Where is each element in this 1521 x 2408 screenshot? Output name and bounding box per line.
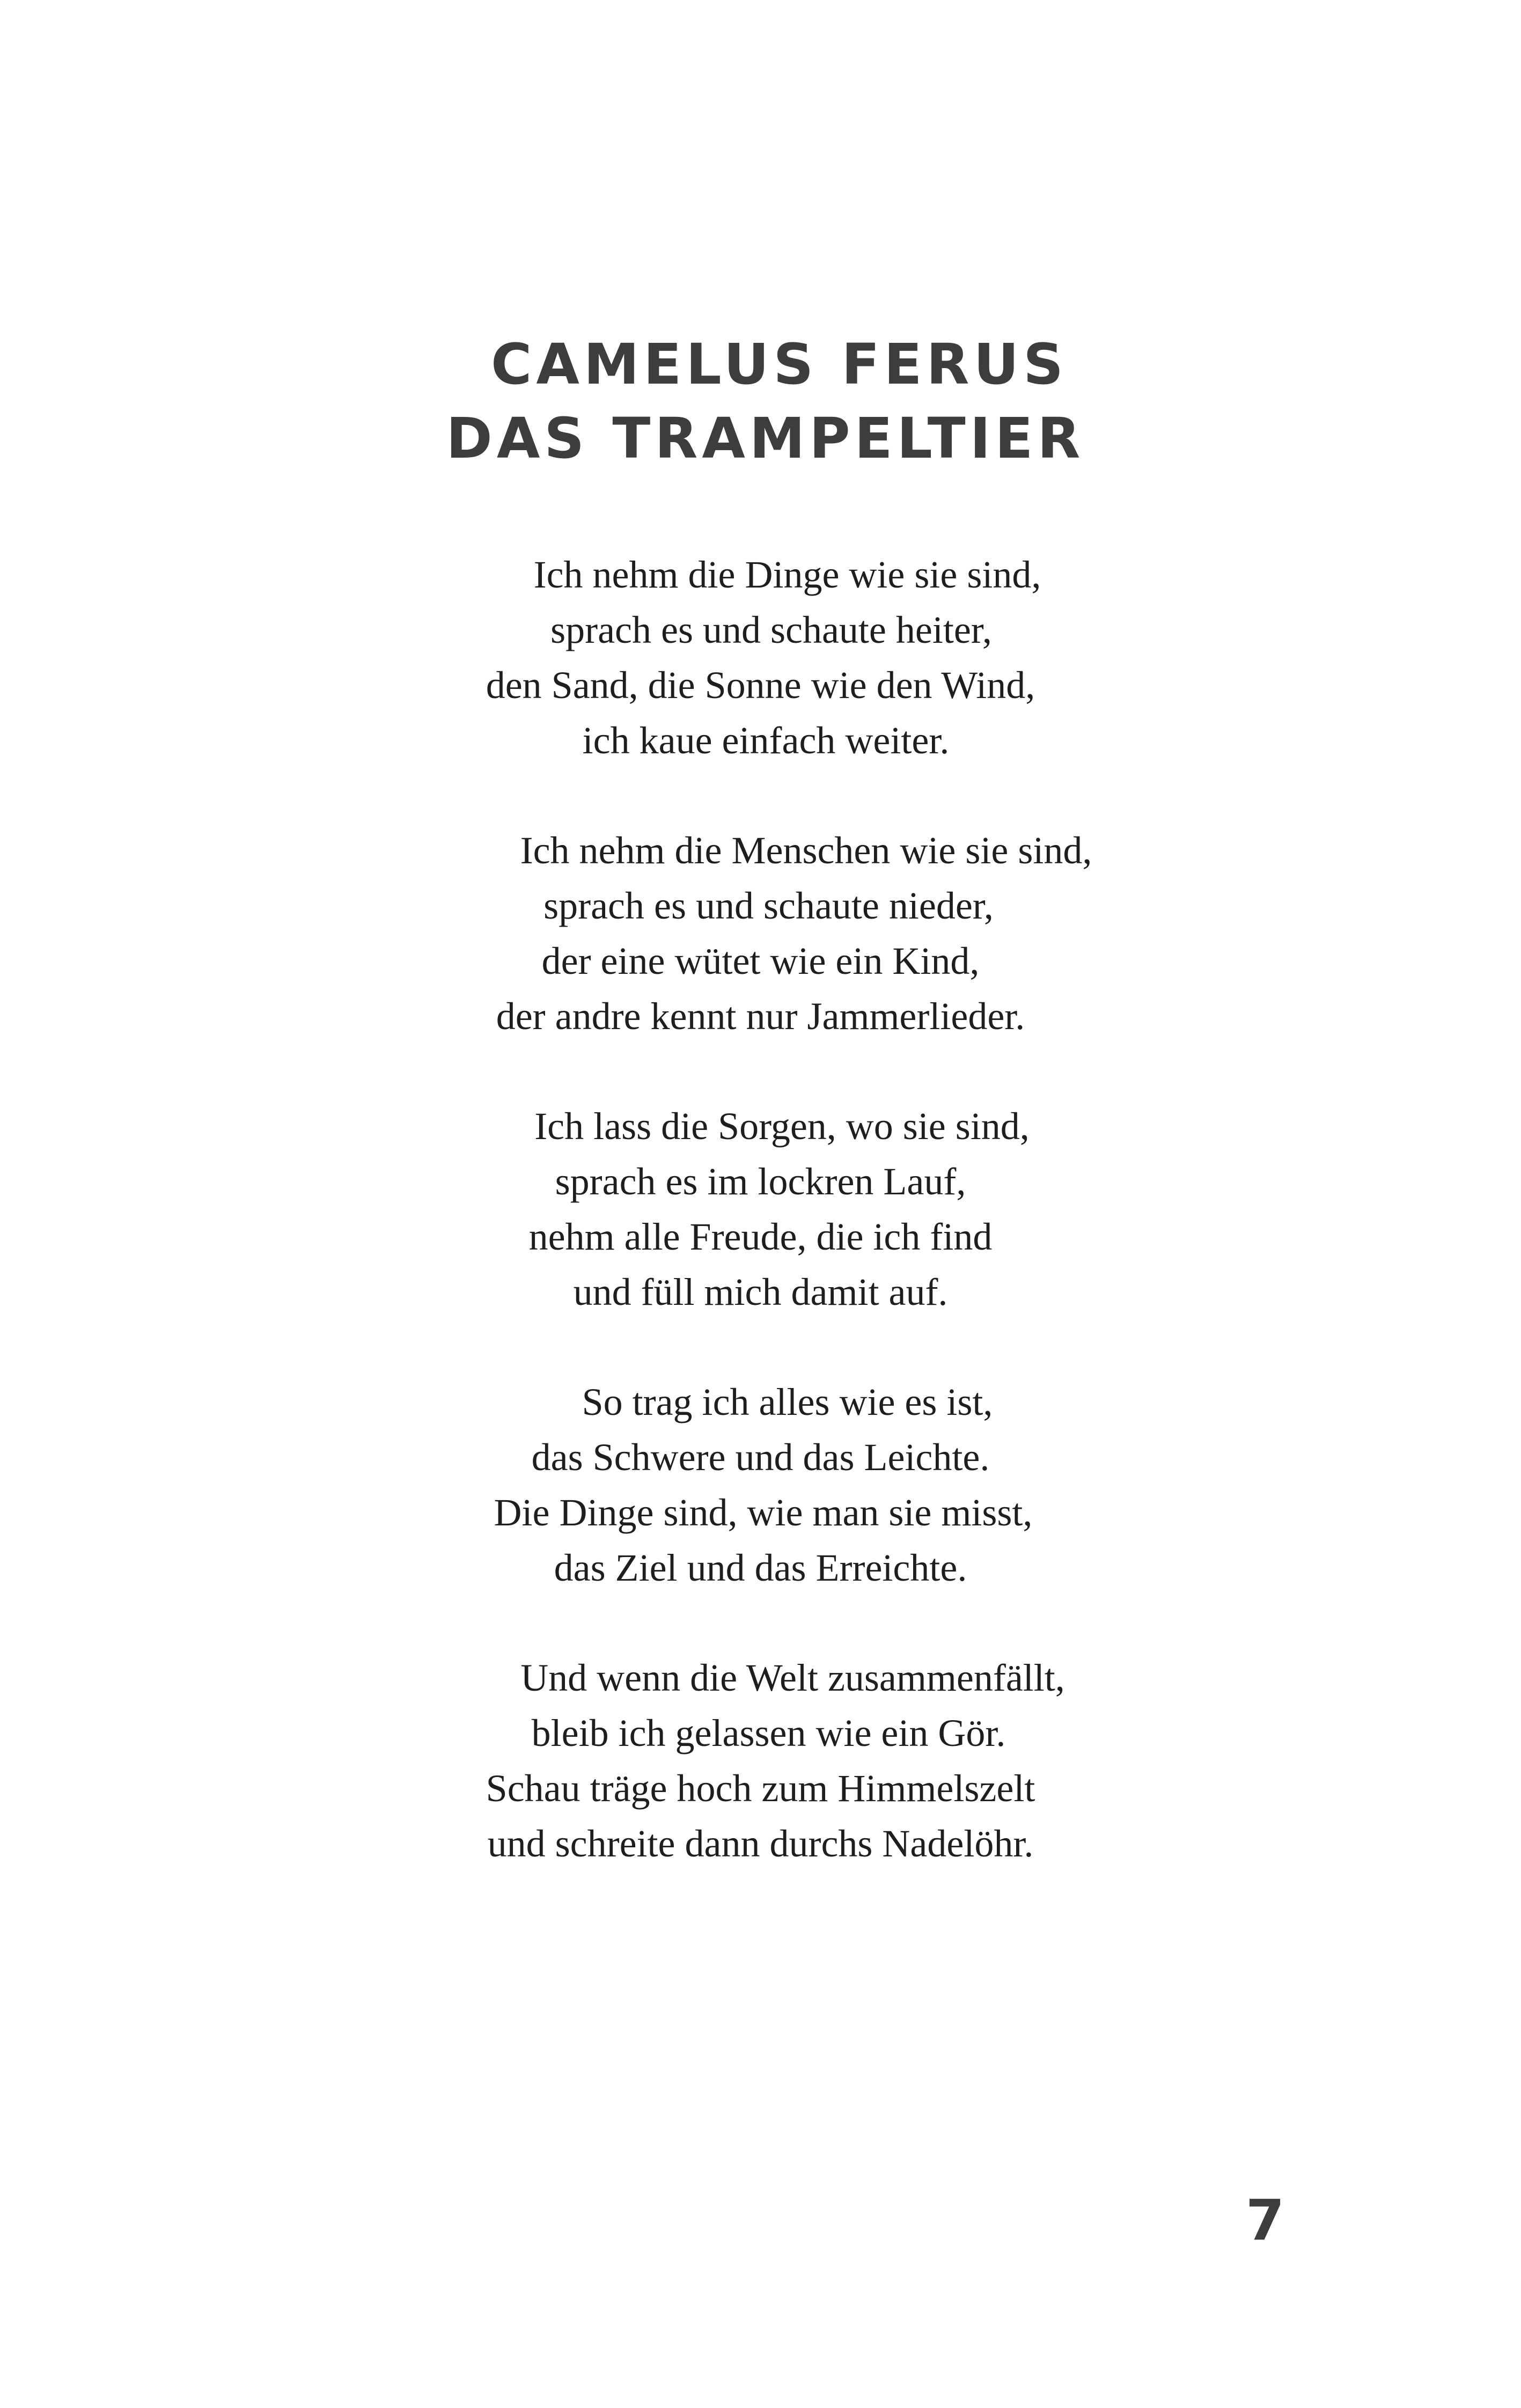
verse-line: der andre kennt nur Jammerlieder.	[496, 995, 1025, 1038]
stanza-3	[0, 1099, 1521, 1320]
verse-line: Und wenn die Welt zusammenfällt,	[520, 1656, 1065, 1699]
page-number: 7	[1246, 2187, 1285, 2253]
stanza-1	[0, 547, 1521, 768]
verse-line: Ich nehm die Dinge wie sie sind,	[533, 553, 1041, 596]
verse-line: nehm alle Freude, die ich find	[528, 1215, 993, 1258]
verse-line: Schau träge hoch zum Himmelszelt	[486, 1767, 1035, 1810]
verse-line: Ich lass die Sorgen, wo sie sind,	[534, 1105, 1030, 1148]
poem-body	[0, 547, 1521, 1926]
stanza-2	[0, 823, 1521, 1044]
verse-line: der eine wütet wie ein Kind,	[541, 939, 980, 982]
verse-line: So trag ich alles wie es ist,	[582, 1381, 993, 1423]
poem-title	[0, 327, 1521, 475]
verse-line: und schreite dann durchs Nadelöhr.	[487, 1822, 1034, 1865]
verse-line: Die Dinge sind, wie man sie misst,	[494, 1491, 1033, 1534]
verse-line: sprach es im lockren Lauf,	[555, 1160, 966, 1203]
verse-line: ich kaue einfach weiter.	[582, 719, 950, 762]
verse-line: sprach es und schaute heiter,	[550, 608, 992, 651]
verse-line: das Schwere und das Leichte.	[531, 1436, 990, 1479]
title-line-latin: CAMELUS FERUS	[491, 332, 1068, 397]
stanza-4	[0, 1375, 1521, 1596]
title-line-german: DAS TRAMPELTIER	[446, 406, 1085, 471]
verse-line: Ich nehm die Menschen wie sie sind,	[520, 829, 1092, 872]
verse-line: den Sand, die Sonne wie den Wind,	[486, 664, 1035, 707]
verse-line: sprach es und schaute nieder,	[543, 884, 994, 927]
stanza-5	[0, 1650, 1521, 1871]
verse-line: und füll mich damit auf.	[573, 1271, 948, 1313]
verse-line: bleib ich gelassen wie ein Gör.	[531, 1712, 1006, 1754]
verse-line: das Ziel und das Erreichte.	[554, 1546, 967, 1589]
